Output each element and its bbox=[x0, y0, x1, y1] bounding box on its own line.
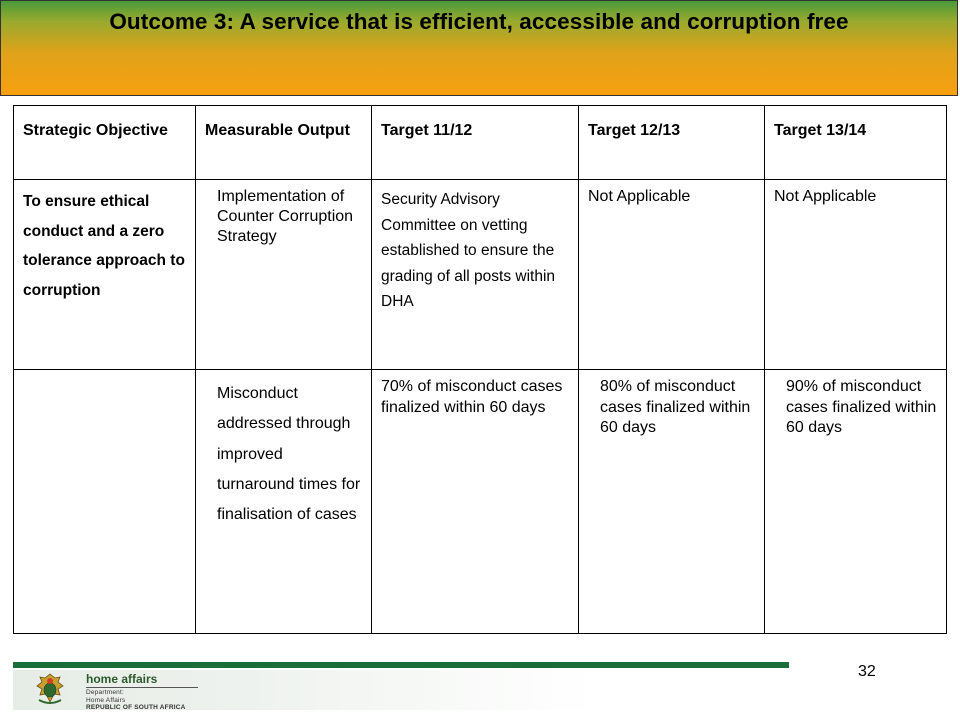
table-cell bbox=[14, 180, 196, 370]
table-cell bbox=[765, 180, 947, 370]
header-cell bbox=[372, 106, 579, 180]
table-cell bbox=[579, 180, 765, 370]
output-text: Misconduct addressed through improved turnaround times for finalisation of cases bbox=[217, 385, 361, 524]
table-cell bbox=[196, 370, 372, 634]
slide-title: Outcome 3: A service that is efficient, accessible and corruption free bbox=[109, 9, 849, 34]
table-cell bbox=[579, 370, 765, 634]
logo-dept: Department: bbox=[86, 689, 124, 696]
objective-text bbox=[15, 371, 194, 377]
header-target-11-12: Target 11/12 bbox=[381, 122, 473, 139]
logo-brand: home affairs bbox=[86, 672, 158, 686]
target-12-13-text: Not Applicable bbox=[588, 188, 691, 205]
table-row bbox=[14, 370, 947, 634]
header-target-12-13: Target 12/13 bbox=[588, 122, 681, 139]
footer-divider bbox=[13, 662, 789, 668]
target-12-13-text: 80% of misconduct cases finalized within 60 days bbox=[600, 378, 751, 436]
header-cell bbox=[196, 106, 372, 180]
target-13-14-text: 90% of misconduct cases finalized within 60 days bbox=[786, 378, 937, 436]
title-banner bbox=[0, 0, 958, 96]
target-11-12-text: Security Advisory Committee on vetting established to ensure the grading of all posts within DHA bbox=[381, 191, 556, 310]
target-13-14-text: Not Applicable bbox=[774, 188, 877, 205]
logo-country: REPUBLIC OF SOUTH AFRICA bbox=[86, 704, 186, 711]
header-target-13-14: Target 13/14 bbox=[774, 122, 867, 139]
header-measurable-output: Measurable Output bbox=[205, 122, 350, 139]
outcome-table bbox=[13, 105, 947, 634]
page-number: 32 bbox=[858, 663, 876, 680]
logo-name: Home Affairs bbox=[86, 696, 126, 704]
logo-rule bbox=[86, 687, 198, 688]
home-affairs-logo bbox=[86, 673, 198, 712]
header-strategic-objective: Strategic Objective bbox=[23, 122, 168, 139]
table-header-row bbox=[14, 106, 947, 180]
output-text: Implementation of Counter Corruption Strategy bbox=[217, 188, 354, 245]
objective-text: To ensure ethical conduct and a zero tolerance approach to corruption bbox=[23, 193, 185, 299]
table-cell bbox=[372, 180, 579, 370]
header-cell bbox=[765, 106, 947, 180]
header-cell bbox=[14, 106, 196, 180]
coat-of-arms-icon bbox=[33, 672, 67, 706]
table-cell bbox=[14, 370, 196, 634]
target-11-12-text: 70% of misconduct cases finalized within 60 days bbox=[381, 378, 563, 416]
table-row bbox=[14, 180, 947, 370]
table-cell bbox=[765, 370, 947, 634]
table-cell bbox=[196, 180, 372, 370]
table-cell bbox=[372, 370, 579, 634]
header-cell bbox=[579, 106, 765, 180]
